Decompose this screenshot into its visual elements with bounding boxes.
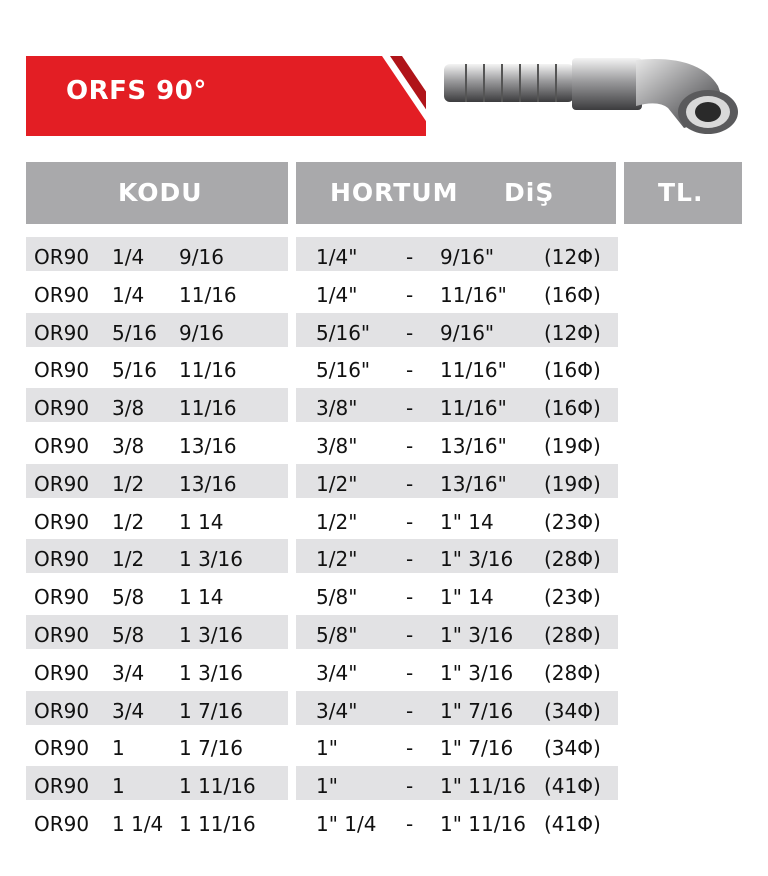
cell-dis: 11/16" <box>440 282 507 307</box>
cell-a: 1/2 <box>112 509 145 534</box>
cell-prefix: OR90 <box>34 509 90 534</box>
cell-hortum: 3/4" <box>316 698 358 723</box>
header-dis-label: DiŞ <box>504 178 555 207</box>
cell-prefix: OR90 <box>34 698 90 723</box>
cell-dash: - <box>406 774 414 799</box>
cell-prefix: OR90 <box>34 660 90 685</box>
header-tl-label: TL. <box>658 178 704 207</box>
cell-b: 9/16 <box>179 245 224 269</box>
cell-prefix: OR90 <box>34 396 90 421</box>
cell-phi: (34Φ) <box>544 698 601 723</box>
cell-b: 11/16 <box>179 396 237 421</box>
title-banner <box>26 56 426 136</box>
cell-dis: 11/16" <box>440 358 507 383</box>
cell-phi: (28Φ) <box>544 547 601 572</box>
cell-a: 1 <box>112 774 125 799</box>
cell-a: 3/4 <box>112 698 145 723</box>
cell-phi: (41Φ) <box>544 811 601 836</box>
table-row <box>26 577 618 615</box>
cell-phi: (12Φ) <box>544 320 601 345</box>
header-hortum-label: HORTUM <box>330 178 459 207</box>
table-row <box>26 237 618 275</box>
cell-dash: - <box>406 698 414 723</box>
cell-a: 1/4 <box>112 282 145 307</box>
cell-dash: - <box>406 660 414 685</box>
table-row <box>26 539 618 577</box>
cell-a: 1 1/4 <box>112 811 164 836</box>
cell-b: 1 7/16 <box>179 698 243 723</box>
cell-prefix: OR90 <box>34 433 90 458</box>
cell-dis: 1" 7/16 <box>440 698 514 723</box>
cell-phi: (19Φ) <box>544 471 601 496</box>
cell-dis: 9/16" <box>440 320 495 345</box>
cell-dis: 1" 11/16 <box>440 774 526 799</box>
cell-a: 1/4 <box>112 245 145 269</box>
cell-prefix: OR90 <box>34 547 90 572</box>
cell-b: 13/16 <box>179 433 237 458</box>
cell-prefix: OR90 <box>34 358 90 383</box>
cell-a: 1/2 <box>112 547 145 572</box>
cell-hortum: 1" <box>316 736 338 761</box>
cell-hortum: 1/2" <box>316 471 358 496</box>
table-row <box>26 464 618 502</box>
cell-a: 5/16 <box>112 358 157 383</box>
cell-prefix: OR90 <box>34 622 90 647</box>
cell-dis: 1" 7/16 <box>440 736 514 761</box>
table-row <box>26 728 618 766</box>
cell-hortum: 5/8" <box>316 622 358 647</box>
cell-b: 1 14 <box>179 509 224 534</box>
cell-a: 3/4 <box>112 660 145 685</box>
cell-phi: (34Φ) <box>544 736 601 761</box>
cell-prefix: OR90 <box>34 471 90 496</box>
cell-dis: 1" 14 <box>440 509 494 534</box>
cell-hortum: 1" 1/4 <box>316 811 377 836</box>
table-row <box>26 615 618 653</box>
cell-phi: (12Φ) <box>544 245 601 269</box>
table-row <box>26 653 618 691</box>
cell-hortum: 3/4" <box>316 660 358 685</box>
cell-dash: - <box>406 396 414 421</box>
cell-hortum: 3/8" <box>316 433 358 458</box>
cell-a: 5/8 <box>112 622 145 647</box>
cell-a: 3/8 <box>112 396 145 421</box>
table-row <box>26 388 618 426</box>
cell-dash: - <box>406 245 414 269</box>
cell-b: 11/16 <box>179 282 237 307</box>
cell-a: 5/16 <box>112 320 157 345</box>
cell-dash: - <box>406 622 414 647</box>
cell-phi: (28Φ) <box>544 622 601 647</box>
table-row <box>26 426 618 464</box>
cell-hortum: 3/8" <box>316 396 358 421</box>
cell-prefix: OR90 <box>34 320 90 345</box>
header-hortum-dis <box>296 162 616 224</box>
cell-b: 1 3/16 <box>179 547 243 572</box>
cell-a: 1/2 <box>112 471 145 496</box>
cell-dis: 13/16" <box>440 433 507 458</box>
price-table-rows <box>26 237 618 842</box>
cell-b: 1 7/16 <box>179 736 243 761</box>
table-row <box>26 350 618 388</box>
cell-dis: 11/16" <box>440 396 507 421</box>
cell-phi: (23Φ) <box>544 509 601 534</box>
page-title: ORFS 90° <box>66 76 207 106</box>
cell-dash: - <box>406 509 414 534</box>
cell-b: 13/16 <box>179 471 237 496</box>
cell-hortum: 5/16" <box>316 358 371 383</box>
cell-phi: (28Φ) <box>544 660 601 685</box>
table-row <box>26 804 618 842</box>
header-kodu-label: KODU <box>118 178 203 207</box>
cell-hortum: 1/2" <box>316 547 358 572</box>
table-row <box>26 502 618 540</box>
cell-a: 5/8 <box>112 585 145 610</box>
cell-prefix: OR90 <box>34 811 90 836</box>
cell-prefix: OR90 <box>34 282 90 307</box>
cell-b: 1 3/16 <box>179 660 243 685</box>
table-row <box>26 313 618 351</box>
cell-b: 1 11/16 <box>179 811 256 836</box>
cell-prefix: OR90 <box>34 585 90 610</box>
cell-phi: (41Φ) <box>544 774 601 799</box>
cell-phi: (19Φ) <box>544 433 601 458</box>
cell-dash: - <box>406 433 414 458</box>
cell-phi: (16Φ) <box>544 396 601 421</box>
table-row <box>26 766 618 804</box>
cell-phi: (16Φ) <box>544 282 601 307</box>
header-tl <box>624 162 742 224</box>
cell-b: 1 14 <box>179 585 224 610</box>
cell-dash: - <box>406 282 414 307</box>
cell-dis: 13/16" <box>440 471 507 496</box>
cell-dash: - <box>406 585 414 610</box>
cell-b: 9/16 <box>179 320 224 345</box>
orfs-fitting-image <box>436 42 746 142</box>
cell-dash: - <box>406 547 414 572</box>
cell-dis: 1" 3/16 <box>440 660 514 685</box>
cell-hortum: 1/4" <box>316 282 358 307</box>
cell-dis: 1" 3/16 <box>440 547 514 572</box>
cell-b: 11/16 <box>179 358 237 383</box>
cell-b: 1 3/16 <box>179 622 243 647</box>
cell-dis: 1" 14 <box>440 585 494 610</box>
cell-dash: - <box>406 736 414 761</box>
cell-hortum: 5/8" <box>316 585 358 610</box>
cell-dis: 1" 11/16 <box>440 811 526 836</box>
cell-phi: (23Φ) <box>544 585 601 610</box>
cell-a: 1 <box>112 736 125 761</box>
cell-dis: 1" 3/16 <box>440 622 514 647</box>
header-kodu <box>26 162 288 224</box>
cell-hortum: 1/4" <box>316 245 358 269</box>
cell-prefix: OR90 <box>34 245 90 269</box>
table-row <box>26 275 618 313</box>
cell-dash: - <box>406 320 414 345</box>
cell-prefix: OR90 <box>34 736 90 761</box>
cell-dash: - <box>406 471 414 496</box>
cell-b: 1 11/16 <box>179 774 256 799</box>
cell-prefix: OR90 <box>34 774 90 799</box>
cell-hortum: 1" <box>316 774 338 799</box>
cell-dash: - <box>406 358 414 383</box>
cell-dis: 9/16" <box>440 245 495 269</box>
cell-dash: - <box>406 811 414 836</box>
table-row <box>26 691 618 729</box>
fitting-illustration <box>436 42 746 142</box>
cell-a: 3/8 <box>112 433 145 458</box>
cell-hortum: 5/16" <box>316 320 371 345</box>
cell-phi: (16Φ) <box>544 358 601 383</box>
cell-hortum: 1/2" <box>316 509 358 534</box>
